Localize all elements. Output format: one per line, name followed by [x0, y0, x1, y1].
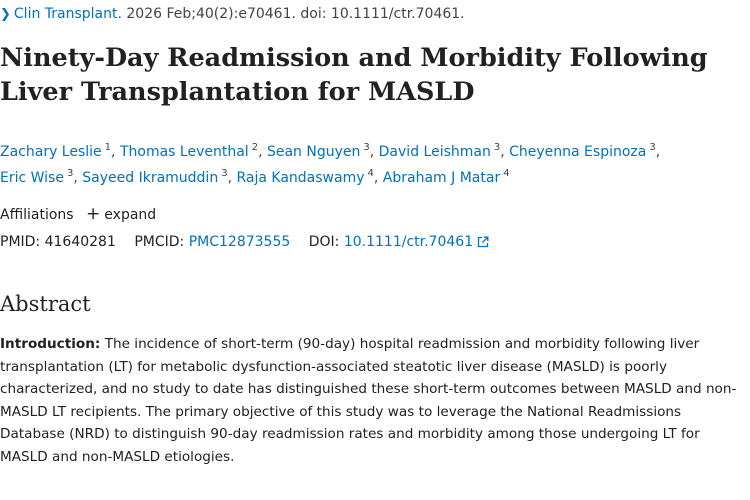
pmid-value: 41640281 — [44, 234, 116, 250]
author-affiliation-number[interactable]: 3 — [649, 142, 656, 154]
affiliations-label: Affiliations — [0, 207, 74, 223]
author-separator: , — [655, 144, 661, 160]
author-separator: , — [369, 144, 379, 160]
citation-details: 2026 Feb;40(2):e70461. doi: 10.1111/ctr.70461. — [121, 6, 465, 22]
author-affiliation-number[interactable]: 1 — [104, 142, 112, 154]
doi-label: DOI: — [308, 234, 340, 250]
author-link[interactable]: Sean Nguyen — [266, 144, 361, 160]
author-affiliation-number[interactable]: 3 — [493, 142, 501, 154]
author-affiliation-number[interactable]: 3 — [363, 142, 370, 154]
author-separator: , — [500, 144, 510, 160]
abstract-paragraph — [0, 333, 748, 468]
abstract-heading: Abstract — [0, 292, 91, 316]
author-affiliation-number[interactable]: 2 — [251, 142, 259, 154]
authors-list — [0, 139, 750, 191]
author-separator: , — [73, 170, 83, 186]
author-link[interactable]: Raja Kandaswamy — [236, 170, 365, 186]
affiliations-expand-button[interactable]: expand — [104, 207, 157, 223]
author-separator: , — [227, 170, 237, 186]
author-link[interactable]: Cheyenna Espinoza — [509, 144, 647, 160]
journal-link[interactable]: Clin Transplant. — [13, 6, 122, 22]
author-link[interactable]: Sayeed Ikramuddin — [82, 170, 219, 186]
author-affiliation-number[interactable]: 3 — [221, 168, 228, 180]
doi-link[interactable]: 10.1111/ctr.70461 — [343, 234, 474, 250]
pmid-label: PMID: — [0, 234, 41, 250]
author-link[interactable]: Abraham J Matar — [382, 170, 501, 186]
author-link[interactable]: Eric Wise — [0, 170, 64, 186]
author-separator: , — [373, 170, 383, 186]
pmcid-link[interactable]: PMC12873555 — [188, 234, 291, 250]
plus-icon[interactable]: + — [86, 204, 101, 224]
article-title: Ninety-Day Readmission and Morbidity Following Liver Transplantation for MASLD — [0, 43, 708, 107]
abstract-section-label: Introduction: — [0, 336, 101, 352]
author-separator: , — [111, 144, 120, 160]
author-separator: , — [258, 144, 267, 160]
citation-line — [0, 4, 465, 25]
author-affiliation-number[interactable]: 4 — [503, 168, 510, 180]
pmcid-label: PMCID: — [134, 234, 185, 250]
author-affiliation-number[interactable]: 3 — [66, 168, 74, 180]
chevron-right-icon[interactable]: ❯ — [0, 7, 11, 22]
author-link[interactable]: David Leishman — [378, 144, 491, 160]
author-link[interactable]: Zachary Leslie — [0, 144, 102, 160]
affiliations-row — [0, 204, 156, 225]
author-affiliation-number[interactable]: 4 — [367, 168, 374, 180]
author-link[interactable]: Thomas Leventhal — [119, 144, 249, 160]
external-link-icon[interactable] — [477, 234, 489, 254]
identifiers-row — [0, 232, 489, 254]
abstract-text: The incidence of short-term (90-day) hospital readmission and morbidity following liver transplantation (LT) for metabolic dysfunction-associated steatotic liver disease (MASLD) is poorly characterized, and no study to date has distinguished these short-term outcomes between MASLD and non-MASLD LT recipients. The primary objective of this study was to leverage the National Readmissions Database (NRD) to distinguish 90-day readmission rates and morbidity among those undergoing LT for MASLD and non-MASLD etiologies. — [0, 336, 737, 465]
